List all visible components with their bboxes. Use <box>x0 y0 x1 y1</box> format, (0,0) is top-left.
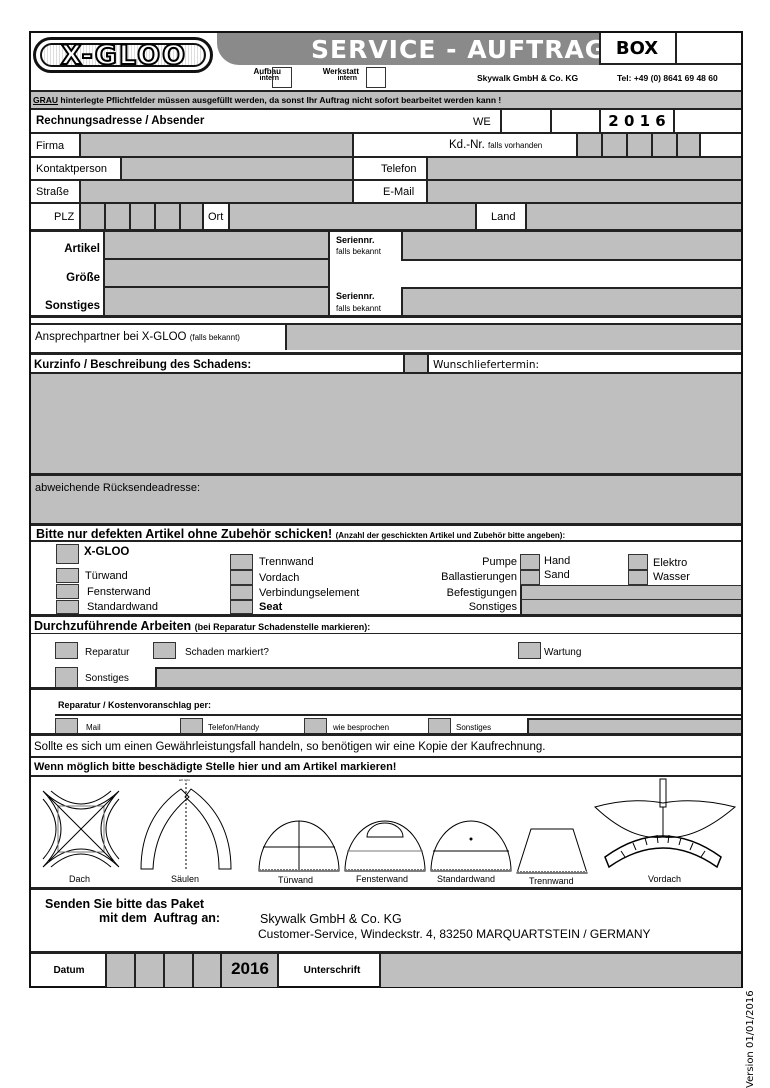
work-section: Reparatur Schaden markiert? Wartung Sonstiges <box>31 634 741 690</box>
work-header: Durchzuführende Arbeiten (bei Reparatur Schadenstelle markieren): <box>31 614 741 634</box>
kdnr-field-4[interactable] <box>651 134 676 158</box>
service-order-form <box>29 31 743 988</box>
row-plz: PLZ Ort Land <box>31 202 741 229</box>
plz-field-4[interactable] <box>154 204 179 231</box>
email-input[interactable] <box>426 181 741 204</box>
vordach-diagram[interactable] <box>591 777 741 873</box>
pumpe-elektro-checkbox[interactable] <box>628 554 648 570</box>
wartung-checkbox[interactable] <box>518 642 541 659</box>
footer-row: Datum 2016 Unterschrift <box>31 951 741 986</box>
damage-description-input[interactable] <box>31 372 741 473</box>
ballast-sand-checkbox[interactable] <box>520 570 540 585</box>
schaden-markiert-checkbox[interactable] <box>153 642 176 659</box>
items-section: X-GLOO Türwand Fensterwand Standardwand Trennwand Vordach Verbindungselement Seat Pumpe Hand Elektro Ballastierungen Sand Wasser Befestigungen Sonstiges <box>31 542 741 614</box>
vordach-checkbox[interactable] <box>230 570 253 585</box>
seat-checkbox[interactable] <box>230 600 253 614</box>
kdnr-field-1[interactable] <box>576 134 601 158</box>
firma-input[interactable] <box>79 134 354 158</box>
telefon-input[interactable] <box>426 158 741 181</box>
logo: X-GLOO <box>33 37 213 73</box>
row-ansprechpartner: Ansprechpartner bei X-GLOO (falls bekannt) <box>31 323 741 354</box>
datum-field-1[interactable] <box>105 954 134 987</box>
mark-header: Wenn möglich bitte beschädigte Stelle hier und am Artikel markieren! <box>31 756 741 777</box>
box-field[interactable] <box>675 33 741 65</box>
kdnr-field-2[interactable] <box>601 134 626 158</box>
notice-bar: GRAU hinterlegte Pflichtfelder müssen ausgefüllt werden, da sonst Ihr Auftrag nicht sofort bearbeitet werden kann ! <box>31 90 741 110</box>
dach-diagram[interactable] <box>39 787 123 871</box>
return-address-input[interactable]: abweichende Rücksendeadresse: <box>31 473 741 523</box>
aufbau-checkbox[interactable] <box>272 67 292 88</box>
damage-header: Kurzinfo / Beschreibung des Schadens: Wunschliefertermin: <box>31 352 741 374</box>
diagram-area: Dach left right Säulen Türwand Fensterwand Standardwand Trennwand Vordach <box>31 777 741 887</box>
estimate-section: Reparatur / Kostenvoranschlag per: Mail Telefon/Handy wie besprochen Sonstiges <box>31 687 741 735</box>
header: X-GLOO SERVICE - AUFTRAG BOX Aufbau intern Werkstatt intern Skywalk GmbH & Co. KG Tel: +49 (0) 8641 69 48 60 <box>31 33 741 91</box>
tuerwand-diagram[interactable] <box>257 817 341 873</box>
tuerwand-checkbox[interactable] <box>56 568 79 583</box>
strasse-input[interactable] <box>79 181 354 204</box>
fensterwand-checkbox[interactable] <box>56 584 79 599</box>
seriennr-input-2[interactable] <box>401 287 741 315</box>
form-title: SERVICE - AUFTRAG <box>311 35 607 64</box>
ansprechpartner-input[interactable] <box>285 325 741 350</box>
datum-field-4[interactable] <box>192 954 220 987</box>
artikel-input[interactable] <box>103 232 330 260</box>
ballast-wasser-checkbox[interactable] <box>628 570 648 585</box>
we-field-2[interactable] <box>550 110 599 132</box>
plz-field-1[interactable] <box>79 204 104 231</box>
article-section: Artikel Größe Sonstiges Seriennr. falls bekannt Seriennr. falls bekannt <box>31 229 741 315</box>
standardwand-checkbox[interactable] <box>56 600 79 614</box>
sonstiges-article-input[interactable] <box>103 288 330 315</box>
row-kontakt: Kontaktperson Telefon <box>31 156 741 179</box>
trennwand-checkbox[interactable] <box>230 554 253 570</box>
sonstiges-work-checkbox[interactable] <box>55 667 78 688</box>
befestigungen-input[interactable] <box>520 585 741 600</box>
sonstiges-items-input[interactable] <box>520 600 741 614</box>
reparatur-checkbox[interactable] <box>55 642 78 659</box>
verbindungselement-checkbox[interactable] <box>230 585 253 600</box>
land-input[interactable] <box>525 204 741 231</box>
trennwand-diagram[interactable] <box>515 827 589 875</box>
warranty-note: Sollte es sich um einen Gewährleistungsfall handeln, so benötigen wir eine Kopie der Kaufrechnung. <box>31 733 741 756</box>
groesse-input[interactable] <box>103 260 330 288</box>
ort-input[interactable] <box>228 204 477 231</box>
datum-field-2[interactable] <box>134 954 163 987</box>
svg-text:left right: left right <box>179 778 190 782</box>
items-header: Bitte nur defekten Artikel ohne Zubehör schicken! (Anzahl der geschickten Artikel und Zubehör bitte angeben): <box>31 523 741 542</box>
saeulen-diagram[interactable] <box>131 777 241 873</box>
address-header: Rechnungsadresse / Absender WE 2 0 1 6 <box>31 110 741 132</box>
kontaktperson-input[interactable] <box>120 158 354 181</box>
signature-field[interactable] <box>379 954 741 987</box>
werkstatt-checkbox[interactable] <box>366 67 386 88</box>
row-firma: Firma Kd.-Nr. falls vorhanden <box>31 132 741 156</box>
plz-field-5[interactable] <box>179 204 204 231</box>
plz-field-2[interactable] <box>104 204 129 231</box>
pumpe-hand-checkbox[interactable] <box>520 554 540 570</box>
fensterwand-diagram[interactable] <box>343 817 427 873</box>
kdnr-field-5[interactable] <box>676 134 701 158</box>
seriennr-input-1[interactable] <box>401 232 741 261</box>
shipping-section: Senden Sie bitte das Paket mit dem Auftrag an: Skywalk GmbH & Co. KG Customer-Service, Windeckstr. 4, 83250 MARQUARTSTEIN / GERMANY <box>31 887 741 951</box>
datum-field-3[interactable] <box>163 954 192 987</box>
plz-field-3[interactable] <box>129 204 154 231</box>
xgloo-checkbox[interactable] <box>56 544 79 564</box>
standardwand-diagram[interactable] <box>429 817 513 873</box>
kdnr-field-3[interactable] <box>626 134 651 158</box>
we-field-1[interactable] <box>500 110 550 132</box>
version-label: Version 01/01/2016 <box>745 990 756 1088</box>
row-strasse: Straße E-Mail <box>31 179 741 202</box>
